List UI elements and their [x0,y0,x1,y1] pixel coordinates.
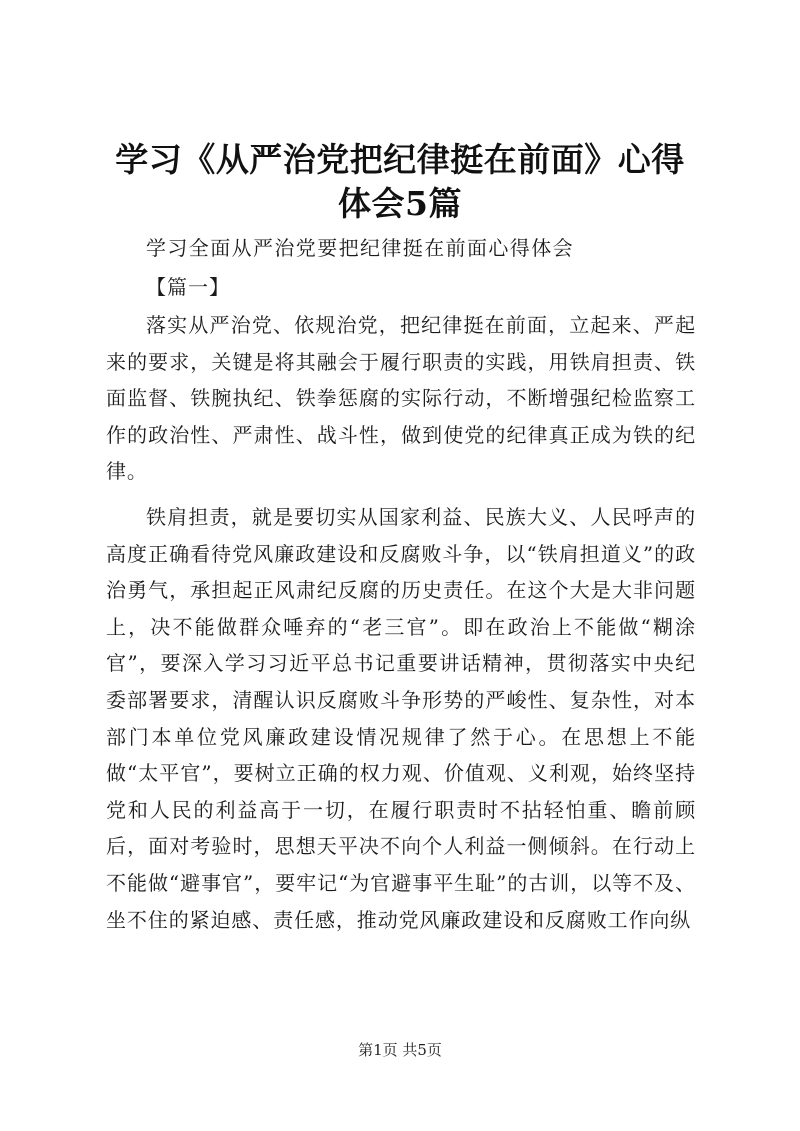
document-title: 学习《从严治党把纪律挺在前面》心得体会5篇 [115,140,685,223]
body-text [106,307,696,947]
paragraph: 落实从严治党、依规治党，把纪律挺在前面，立起来、严起来的要求，关键是将其融会于履行职责的实践，用铁肩担责、铁面监督、铁腕执纪、铁拳惩腐的实际行动，不断增强纪检监察工作的政治性、严肃性、战斗性，做到使党的纪律真正成为铁的纪律。 [106,313,696,484]
document-subtitle: 学习全面从严治党要把纪律挺在前面心得体会 [146,236,574,260]
section-label: 【篇一】 [146,275,230,299]
paragraph: 铁肩担责，就是要切实从国家利益、民族大义、人民呼声的高度正确看待党风廉政建设和反腐败斗争，以“铁肩担道义”的政治勇气，承担起正风肃纪反腐的历史责任。在这个大是大非问题上，决不能做群众唾弃的“老三官”。即在政治上不能做“糊涂官”，要深入学习习近平总书记重要讲话精神，贯彻落实中央纪委部署要求，清醒认识反腐败斗争形势的严峻性、复杂性，对本部门本单位党风廉政建设情况规律了然于心。在思想上不能做“太平官”，要树立正确的权力观、价值观、义利观，始终坚持党和人民的利益高于一切，在履行职责时不拈轻怕重、瞻前顾后，面对考验时，思想天平决不向个人利益一侧倾斜。在行动上不能做“避事官”，要牢记“为官避事平生耻”的古训，以等不及、坐不住的紧迫感、责任感，推动党风廉政建设和反腐败工作向纵 [106,504,696,932]
page-indicator: 第1页 共5页 [358,1041,442,1059]
